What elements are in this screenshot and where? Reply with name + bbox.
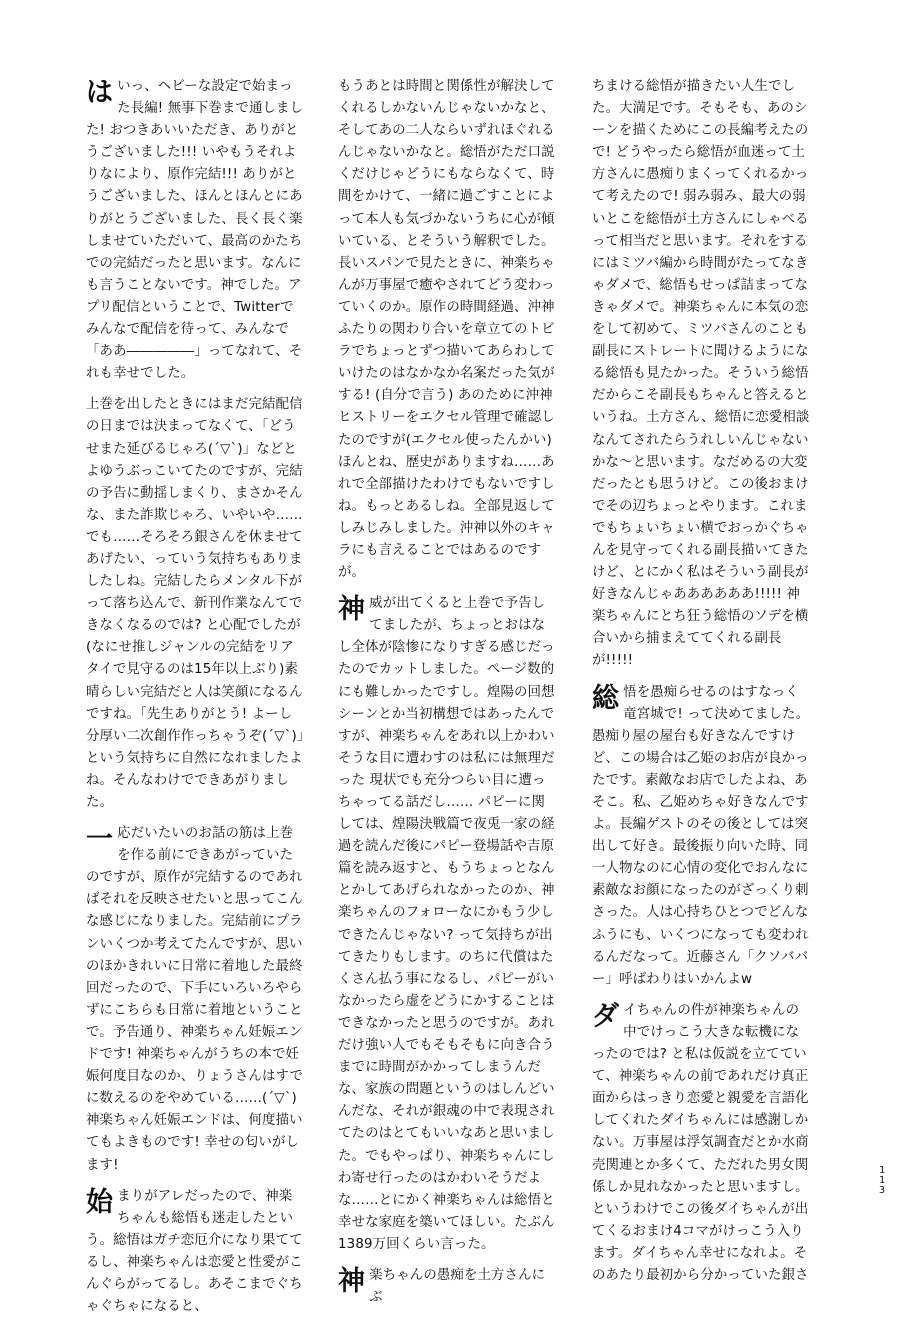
drop-cap: ダ	[592, 1000, 620, 1032]
paragraph-text: 威が出てくると上巻で予告してましたが、ちょっとおはなし全体が陰惨になりすぎる感じだったのでカットしました。ページ数的にも難しかったですし。煌陽の回想シーンとか当初構想ではあったんですが、神楽ちゃんをあれ以上かわいそうな目に遭わすのは私には無理だった 現状でも充分つらい目に遭っちゃってる話だし…… パピーに関しては、煌陽決戦篇で夜兎一家の経過を読んだ後にパピー登場話や吉原篇を読み返すと、もうちょっとなんとかしてあげられなかったのか、神楽ちゃんのフォローなにかもう少しできたんじゃない? って気持ちが出てきたりもします。のちに代償はたくさん払う事になるし、パピーがいなかったら虚をどうにかすることはできなかったと思うのですが。あれだけ強い人でもそもそもに向き合うまでに時間がかかってしまうんだな、家族の問題というのはしんどいんだな、それが銀魂の中で表現されてたのはとてもいいなあと思いました。でもやっぱり、神楽ちゃんにしわ寄せ行ったのはかわいそうだよな……とにかく神楽ちゃんは総悟と幸せな家庭を築いてほしい。たぶん1389万回くらい言った。	[338, 596, 555, 1252]
paragraph	[592, 682, 810, 991]
paragraph-text: いっ、ヘビーな設定で始まった長編! 無事下巻まで通しました! おつきあいいただき、ありがとうございました!!! いやもうそれよりなにより、原作完結!!! ありがとうございました、ほんとほんとにありがとうございました、長く長く楽しませていただいて、最高のかたちでの完結だったと思います。なんにも言うことないです。神でした。アプリ配信ということで、Twitterでみんなで配信を待って、みんなで「ああ―――――」ってなれて、それも幸せでした。	[86, 79, 304, 382]
paragraph	[86, 823, 304, 1177]
drop-cap: は	[86, 77, 114, 108]
paragraph-text: 応だいたいのお話の筋は上巻を作る前にできあがっていたのですが、原作が完結するのであればそれを反映させたいと思ってこんな感じになりました。完結前にプランいくつか考えてたんですが、思いのほかきれいに日常に着地した最終回だったので、下手にいろいろやらずにこちらも日常に着地ということで。予告通り、神楽ちゃん妊娠エンドです! 神楽ちゃんがうちの本で妊娠何度目なのか、りょうさんはすでに数えるのをやめている……(´▽`) 神楽ちゃん妊娠エンドは、何度描いてもよきものです! 幸せの匂いがします!	[86, 826, 304, 1173]
paragraph-text: まりがアレだったので、神楽ちゃんも総悟も迷走したという。総悟はガチ恋厄介になり果ててるし、神楽ちゃんは恋愛と性愛がこんぐらがってるし。あそこまでぐちゃぐちゃになると、	[86, 1188, 303, 1315]
paragraph	[592, 1000, 810, 1287]
text-column-2	[338, 76, 556, 1318]
paragraph	[338, 1265, 556, 1309]
paragraph-text: 悟を愚痴らせるのはすなっく竜宮城で! って決めてました。愚痴り屋の屋台も好きなんですけど、この場合は乙姫のお店が良かったです。素敵なお店でしたよね、あそこ。私、乙姫めちゃ好きなんですよ。長編ゲストのその後としては突出して好き。最後振り向いた時、同一人物なのに心情の変化でおんなに素敵なお顔になったのがざっくり刺さった。人は心持ちひとつでどんなふうにも、いくつになっても変われるんだなって。近藤さん「クソババー」呼ばわりはいかんよw	[592, 684, 810, 987]
page-number-digit: 3	[878, 1185, 886, 1196]
drop-cap: 総	[592, 682, 620, 714]
text-column-3	[592, 76, 810, 1296]
drop-cap: 一	[86, 824, 114, 856]
paragraph	[338, 593, 556, 1256]
paragraph-text: 楽ちゃんの愚痴を土方さんにぶ	[369, 1267, 546, 1306]
paragraph-text: 上巻を出したときにはまだ完結配信の日までは決まってなくて、「どうせまた延びるじゃろ(´▽`)」などとよゆうぶっこいてたのですが、完結の予告に動揺しまくり、まさかそんな、また詐欺じゃろ、いやいや……でも……そろそろ銀さんを休ませてあげたい、っていう気持ちもありましたしね。完結したらメンタル下がって落ち込んで、新刊作業なんてできなくなるのでは? と心配でしたが(なにせ推しジャンルの完結をリアタイで見守るのは15年以上ぶり)素晴らしい完結だと人は笑顔になるんですね。「先生ありがとう! よーし分厚い二次創作作っちゃうぞ(´▽`)」という気持ちに自然になれましたよね。そんなわけでできあがりました。	[86, 397, 304, 810]
drop-cap: 神	[338, 594, 366, 626]
text-column-1	[86, 76, 304, 1327]
paragraph-text: イちゃんの件が神楽ちゃんの中でけっこう大きな転機になったのでは? と私は仮説を立てていて、神楽ちゃんの前であれだけ真正面からはっきり恋愛と親愛を言語化してくれたダイちゃんには感謝しかない。万事屋は浮気調査だとか水商売関連とか多くて、ただれた男女関係しか見れなかったと思いますし。というわけでこの後ダイちゃんが出てくるおまけ4コマがけっこう入ります。ダイちゃん幸せになれよ。そのあたり最初から分かっていた銀さ	[592, 1002, 809, 1283]
page-number	[877, 1166, 887, 1196]
drop-cap: 神	[338, 1265, 366, 1297]
paragraph	[86, 1186, 304, 1319]
paragraph	[592, 76, 810, 673]
paragraph	[86, 394, 304, 814]
paragraph	[338, 76, 556, 584]
page-number-digit: 1	[878, 1165, 886, 1176]
paragraph-text: ちまける総悟が描きたい人生でした。大満足です。そもそも、あのシーンを描くためにこの長編考えたので! どうやったら総悟が血迷って土方さんに愚痴りまくってくれるかって考えたので! 弱み弱み、最大の弱いとこを総悟が土方さんにしゃべるって相当だと思います。それをするにはミツバ編から時間がたってなきゃダメで、総悟もせっぱ詰まってなきゃダメで。神楽ちゃんに本気の恋をして初めて、ミツバさんのことも副長にストレートに聞けるようになる総悟も見たかった。そういう総悟だからこそ副長もちゃんと答えるというね。土方さん、総悟に恋愛相談なんてされたらうれしいんじゃないかな〜と思います。なだめるの大変だったとも思うけど。この後おまけでその辺ちょっとやります。これまでもちょいちょい横でおっかぐちゃんを見守ってくれる副長描いてきたけど、とにかく私はそういう副長が好きなんじゃああああああ!!!!! 神楽ちゃんにとち狂う総悟のソデを横合いから捕まえててくれる副長が!!!!!	[592, 79, 810, 669]
drop-cap: 始	[86, 1186, 114, 1218]
paragraph-text: もうあとは時間と関係性が解決してくれるしかないんじゃないかなと、そしてあの二人ならいずれほぐれるんじゃないかなと。総悟がただ口説くだけじゃどうにもならなくて、時間をかけて、一緒に過ごすことによって本人も気づかないうちに心が傾いている、とそういう解釈でした。長いスパンで見たときに、神楽ちゃんが万事屋で癒やされてどう変わっていくのか。原作の時間経過、沖神ふたりの関わり合いを章立てのトビラでちょっとずつ描いてあらわしていけたのはなかなか名案だった気がする! (自分で言う) あのために沖神ヒストリーをエクセル管理で確認したのですが(エクセル使ったんかい) ほんとね、歴史がありますね……あれで全部描けたわけでもないですしね。もっとあるしね。全部見返してしみじみしました。沖神以外のキャラにも言えることではあるのですが。	[338, 79, 555, 581]
page-number-digit: 1	[878, 1175, 886, 1186]
paragraph	[86, 76, 304, 385]
